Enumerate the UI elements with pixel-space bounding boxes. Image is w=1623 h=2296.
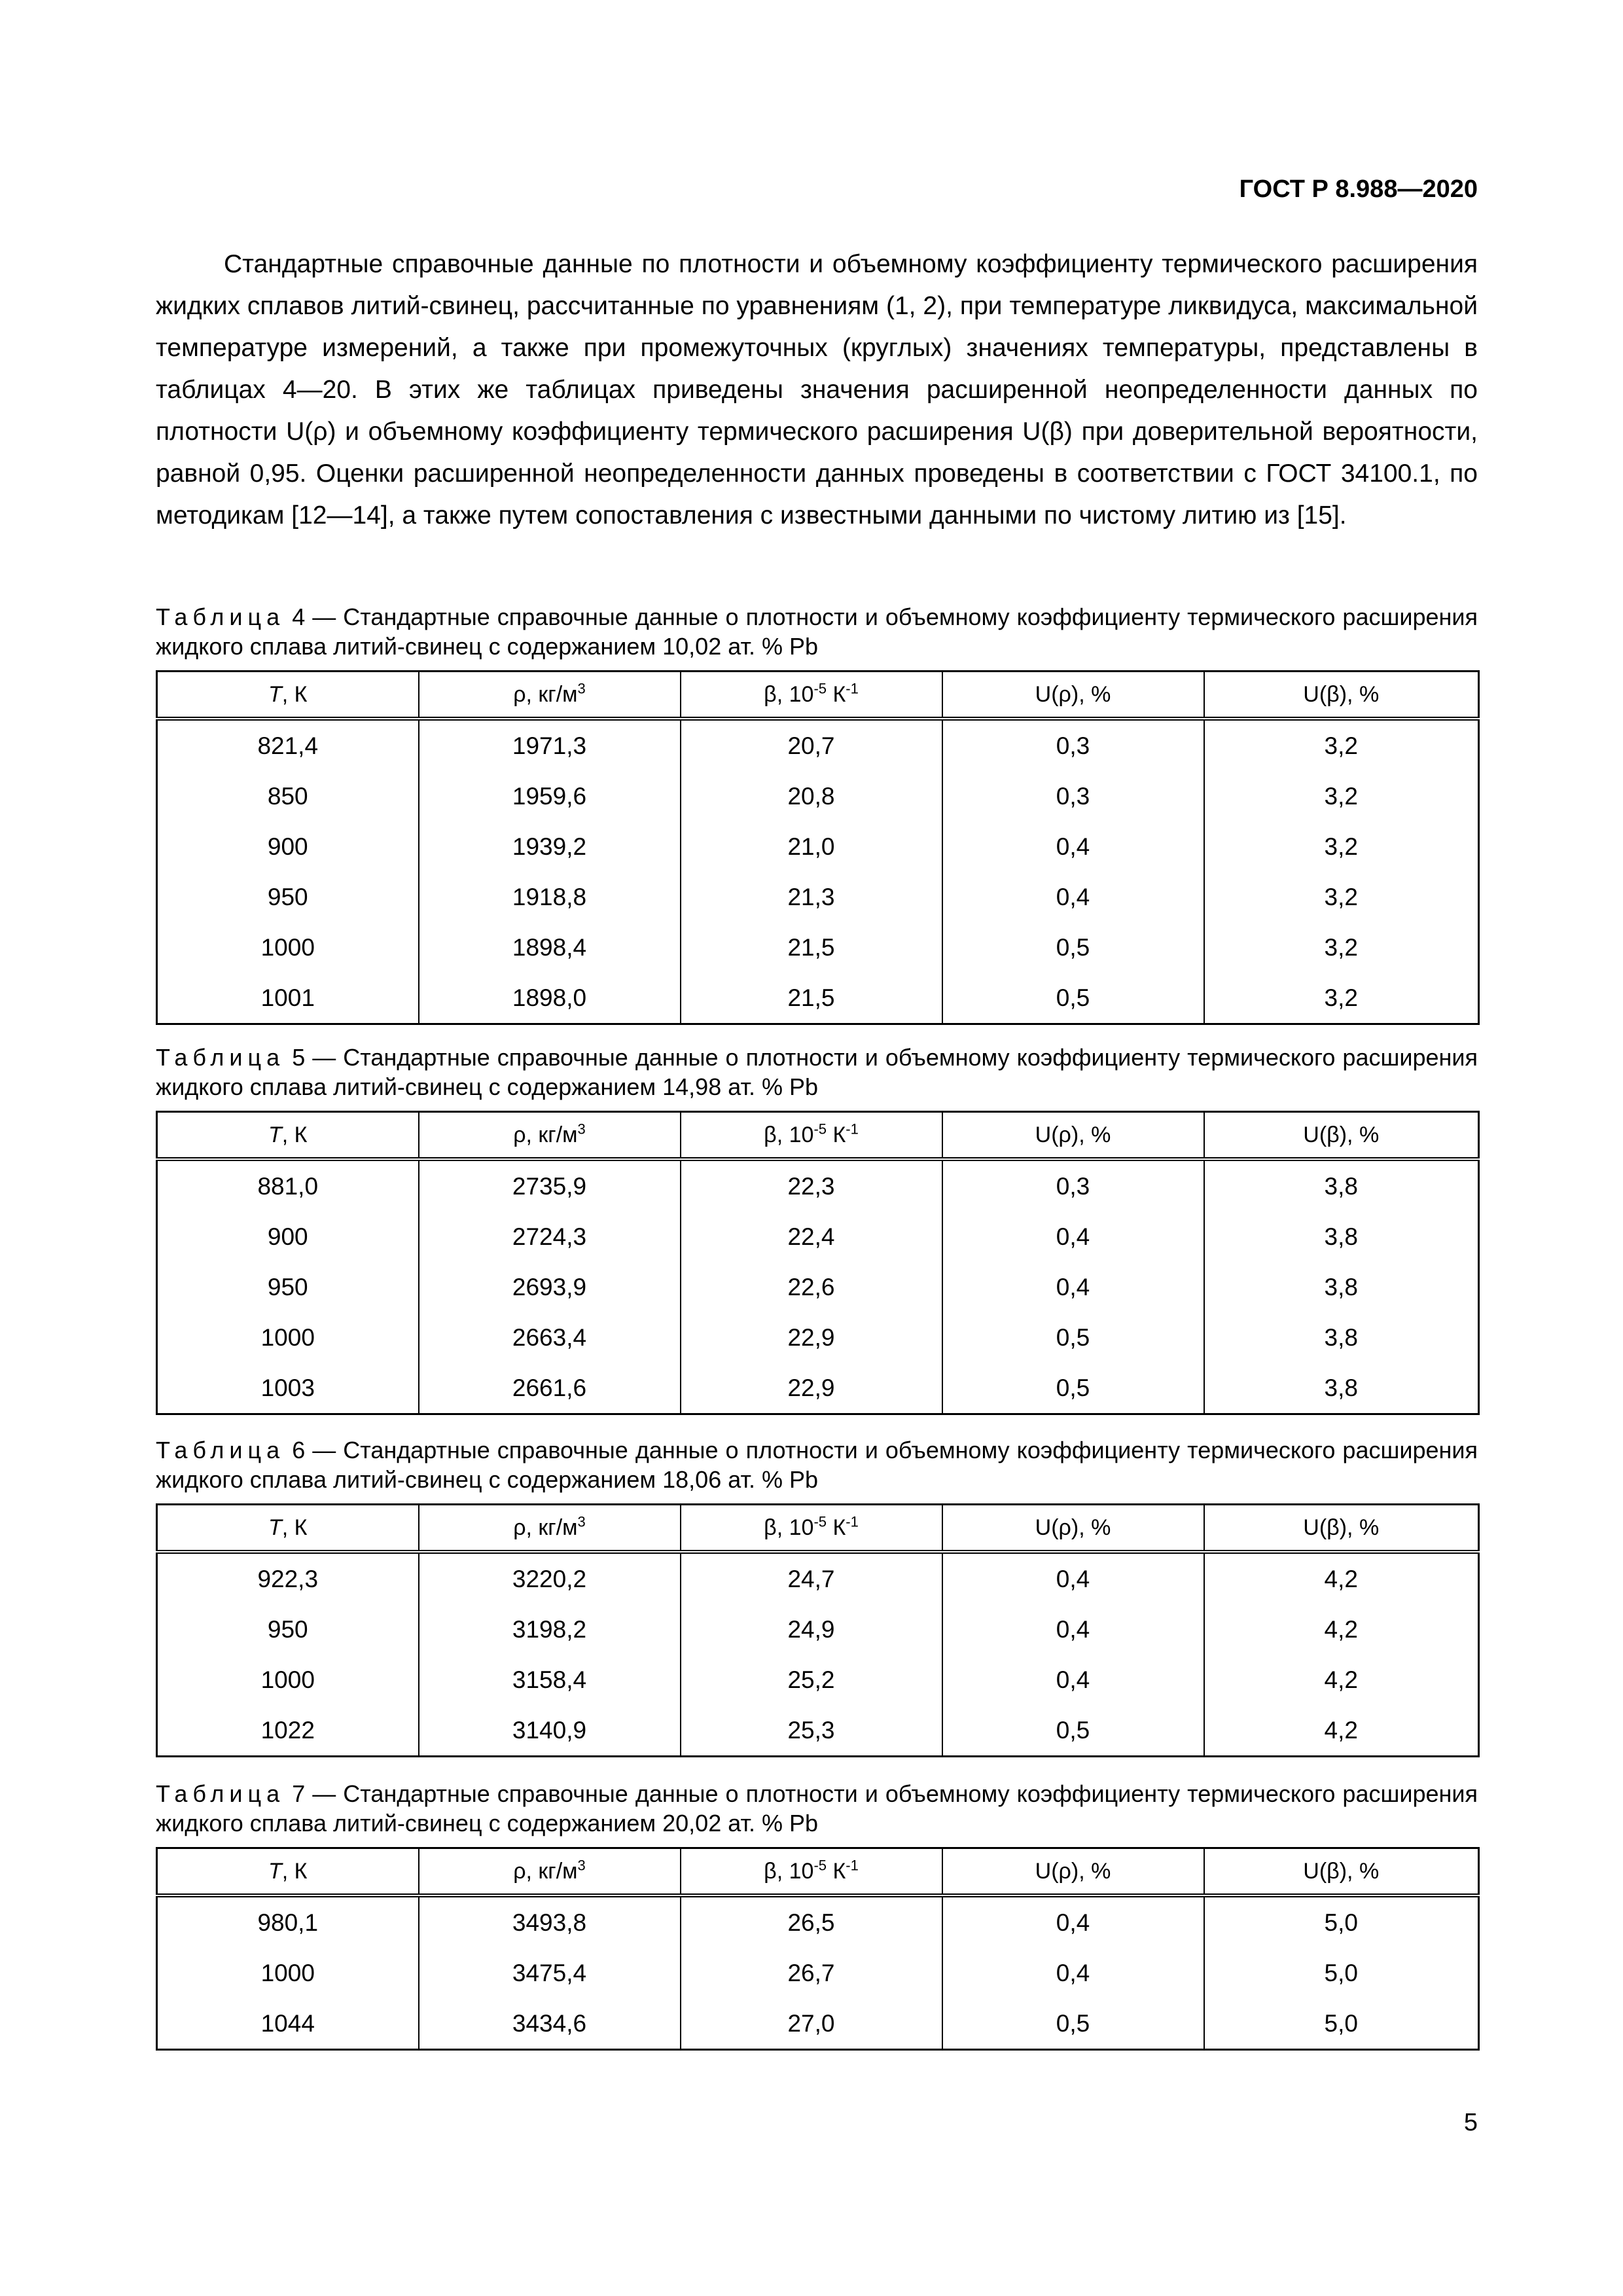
table-cell: 0,4 xyxy=(942,1552,1204,1604)
table-cell: 1971,3 xyxy=(419,719,681,771)
table-row xyxy=(157,872,1479,922)
table-caption xyxy=(156,1435,1478,1494)
table-cell: 950 xyxy=(157,872,419,922)
table-cell: 3,2 xyxy=(1204,771,1479,821)
col-header-t-unit: , К xyxy=(281,1858,308,1884)
table-row xyxy=(157,1363,1479,1414)
table-block-4 xyxy=(156,602,1478,1025)
col-header-temperature xyxy=(157,1505,419,1552)
table-cell: 22,4 xyxy=(681,1211,942,1262)
table-caption-text: 5 — Стандартные справочные данные о плотности и объемному коэффициенту термического расширения жидкого сплава литий-свинец с содержанием 14,98 ат. % Pb xyxy=(156,1044,1478,1100)
col-header-temperature xyxy=(157,1112,419,1160)
table-cell: 922,3 xyxy=(157,1552,419,1604)
col-header-u-rho: U(ρ), % xyxy=(942,1848,1204,1896)
table-cell: 0,3 xyxy=(942,771,1204,821)
table-cell: 1959,6 xyxy=(419,771,681,821)
table-cell: 24,7 xyxy=(681,1552,942,1604)
col-header-density xyxy=(419,1112,681,1160)
col-header-u-rho: U(ρ), % xyxy=(942,1505,1204,1552)
table-cell: 0,5 xyxy=(942,1705,1204,1757)
table-cell: 1898,4 xyxy=(419,922,681,973)
table-cell: 26,5 xyxy=(681,1895,942,1948)
table-cell: 0,4 xyxy=(942,1655,1204,1705)
table-row xyxy=(157,1705,1479,1757)
table-cell: 26,7 xyxy=(681,1948,942,1998)
col-header-beta-label: β, 10 xyxy=(764,1858,814,1884)
table-cell: 24,9 xyxy=(681,1604,942,1655)
col-header-t-symbol: T xyxy=(268,1515,282,1540)
table-cell: 2661,6 xyxy=(419,1363,681,1414)
col-header-beta-sup2: -1 xyxy=(846,1857,859,1874)
table-cell: 3,8 xyxy=(1204,1363,1479,1414)
col-header-rho-label: ρ, кг/м xyxy=(513,1515,578,1540)
col-header-rho-label: ρ, кг/м xyxy=(513,1122,578,1147)
col-header-temperature xyxy=(157,1848,419,1896)
table-row xyxy=(157,1948,1479,1998)
table-cell: 0,4 xyxy=(942,1604,1204,1655)
table-cell: 3140,9 xyxy=(419,1705,681,1757)
table-cell: 3,8 xyxy=(1204,1262,1479,1312)
table-cell: 27,0 xyxy=(681,1998,942,2050)
table-cell: 25,3 xyxy=(681,1705,942,1757)
intro-paragraph: Стандартные справочные данные по плотности и объемному коэффициенту термического расширения жидких сплавов литий-свинец, рассчитанные по уравнениям (1, 2), при температуре ликвидуса, максимальной температуре измерений, а также при промежуточных (круглых) значениях температуры, представлены в таблицах 4—20. В этих же таблицах приведены значения расширенной неопределенности данных по плотности U(ρ) и объемному коэффициенту термического расширения U(β) при доверительной вероятности, равной 0,95. Оценки расширенной неопределенности данных проведены в соответствии с ГОСТ 34100.1, по методикам [12—14], а также путем сопоставления с известными данными по чистому литию из [15]. xyxy=(156,250,1478,529)
table-cell: 850 xyxy=(157,771,419,821)
col-header-beta xyxy=(681,1848,942,1896)
table-cell: 2735,9 xyxy=(419,1159,681,1211)
table-row xyxy=(157,771,1479,821)
table-cell: 21,0 xyxy=(681,821,942,872)
table-caption-text: 6 — Стандартные справочные данные о плотности и объемному коэффициенту термического расширения жидкого сплава литий-свинец с содержанием 18,06 ат. % Pb xyxy=(156,1437,1478,1493)
table-cell: 5,0 xyxy=(1204,1895,1479,1948)
col-header-u-beta: U(β), % xyxy=(1204,1112,1479,1160)
table-row xyxy=(157,1998,1479,2050)
table-cell: 21,5 xyxy=(681,922,942,973)
col-header-rho-label: ρ, кг/м xyxy=(513,1858,578,1884)
table-cell: 5,0 xyxy=(1204,1998,1479,2050)
table-cell: 0,4 xyxy=(942,1262,1204,1312)
data-table xyxy=(156,1847,1480,2051)
table-cell: 20,7 xyxy=(681,719,942,771)
table-cell: 21,5 xyxy=(681,973,942,1024)
table-cell: 3,8 xyxy=(1204,1159,1479,1211)
table-cell: 4,2 xyxy=(1204,1655,1479,1705)
col-header-beta-sup2: -1 xyxy=(846,1121,859,1138)
table-cell: 5,0 xyxy=(1204,1948,1479,1998)
page-number: 5 xyxy=(1463,2109,1478,2136)
table-cell: 3,2 xyxy=(1204,821,1479,872)
table-cell: 0,5 xyxy=(942,973,1204,1024)
table-cell: 0,3 xyxy=(942,719,1204,771)
table-cell: 0,4 xyxy=(942,1895,1204,1948)
table-cell: 3198,2 xyxy=(419,1604,681,1655)
table-cell: 0,4 xyxy=(942,872,1204,922)
col-header-beta xyxy=(681,1112,942,1160)
table-row xyxy=(157,1312,1479,1363)
table-label: Таблица xyxy=(156,603,285,630)
col-header-rho-sup: 3 xyxy=(577,1121,586,1138)
table-cell: 900 xyxy=(157,1211,419,1262)
table-cell: 3,2 xyxy=(1204,973,1479,1024)
col-header-temperature xyxy=(157,672,419,719)
table-cell: 1044 xyxy=(157,1998,419,2050)
table-cell: 0,4 xyxy=(942,821,1204,872)
col-header-density xyxy=(419,672,681,719)
col-header-beta-mid: К xyxy=(827,1122,846,1147)
col-header-beta-sup1: -5 xyxy=(813,680,827,697)
col-header-rho-label: ρ, кг/м xyxy=(513,681,578,707)
table-cell: 3,2 xyxy=(1204,719,1479,771)
data-table xyxy=(156,1503,1480,1757)
table-cell: 821,4 xyxy=(157,719,419,771)
table-cell: 22,9 xyxy=(681,1363,942,1414)
col-header-t-symbol: T xyxy=(268,1858,282,1884)
col-header-beta-sup2: -1 xyxy=(846,680,859,697)
col-header-t-unit: , К xyxy=(281,1515,308,1540)
table-caption xyxy=(156,1043,1478,1102)
col-header-beta xyxy=(681,1505,942,1552)
table-cell: 4,2 xyxy=(1204,1552,1479,1604)
table-row xyxy=(157,1159,1479,1211)
table-row xyxy=(157,1211,1479,1262)
col-header-u-rho: U(ρ), % xyxy=(942,1112,1204,1160)
table-cell: 1918,8 xyxy=(419,872,681,922)
table-cell: 0,4 xyxy=(942,1211,1204,1262)
table-cell: 900 xyxy=(157,821,419,872)
table-cell: 881,0 xyxy=(157,1159,419,1211)
table-cell: 1000 xyxy=(157,1655,419,1705)
col-header-beta-label: β, 10 xyxy=(764,1122,814,1147)
col-header-beta-sup1: -5 xyxy=(813,1857,827,1874)
col-header-u-rho: U(ρ), % xyxy=(942,672,1204,719)
table-row xyxy=(157,719,1479,771)
col-header-beta-mid: К xyxy=(827,1858,846,1884)
table-cell: 3475,4 xyxy=(419,1948,681,1998)
table-cell: 0,5 xyxy=(942,1312,1204,1363)
table-cell: 950 xyxy=(157,1262,419,1312)
table-cell: 1000 xyxy=(157,1948,419,1998)
table-cell: 1898,0 xyxy=(419,973,681,1024)
table-block-6 xyxy=(156,1435,1478,1757)
table-row xyxy=(157,922,1479,973)
table-label: Таблица xyxy=(156,1780,285,1807)
table-cell: 0,5 xyxy=(942,1363,1204,1414)
col-header-beta-sup1: -5 xyxy=(813,1513,827,1530)
table-cell: 2724,3 xyxy=(419,1211,681,1262)
col-header-t-unit: , К xyxy=(281,681,308,707)
table-caption-text: 4 — Стандартные справочные данные о плотности и объемному коэффициенту термического расширения жидкого сплава литий-свинец с содержанием 10,02 ат. % Pb xyxy=(156,603,1478,660)
table-cell: 0,3 xyxy=(942,1159,1204,1211)
table-block-5 xyxy=(156,1043,1478,1415)
col-header-t-unit: , К xyxy=(281,1122,308,1147)
table-caption-text: 7 — Стандартные справочные данные о плотности и объемному коэффициенту термического расширения жидкого сплава литий-свинец с содержанием 20,02 ат. % Pb xyxy=(156,1780,1478,1837)
table-cell: 25,2 xyxy=(681,1655,942,1705)
table-cell: 0,5 xyxy=(942,1998,1204,2050)
table-cell: 980,1 xyxy=(157,1895,419,1948)
col-header-rho-sup: 3 xyxy=(577,1513,586,1530)
col-header-t-symbol: T xyxy=(268,1122,282,1147)
table-row xyxy=(157,821,1479,872)
table-cell: 3,2 xyxy=(1204,872,1479,922)
table-cell: 2693,9 xyxy=(419,1262,681,1312)
table-cell: 22,6 xyxy=(681,1262,942,1312)
col-header-u-beta: U(β), % xyxy=(1204,672,1479,719)
col-header-beta-label: β, 10 xyxy=(764,681,814,707)
col-header-rho-sup: 3 xyxy=(577,680,586,697)
table-row xyxy=(157,1655,1479,1705)
table-cell: 1939,2 xyxy=(419,821,681,872)
table-cell: 22,9 xyxy=(681,1312,942,1363)
table-caption xyxy=(156,602,1478,661)
col-header-u-beta: U(β), % xyxy=(1204,1505,1479,1552)
col-header-beta-sup1: -5 xyxy=(813,1121,827,1138)
table-row xyxy=(157,973,1479,1024)
table-block-7 xyxy=(156,1779,1478,2051)
table-cell: 4,2 xyxy=(1204,1604,1479,1655)
table-cell: 3493,8 xyxy=(419,1895,681,1948)
col-header-beta-mid: К xyxy=(827,1515,846,1540)
table-row xyxy=(157,1262,1479,1312)
document-code: ГОСТ Р 8.988—2020 xyxy=(1239,175,1478,203)
table-cell: 0,5 xyxy=(942,922,1204,973)
col-header-beta-mid: К xyxy=(827,681,846,707)
table-cell: 3220,2 xyxy=(419,1552,681,1604)
table-row xyxy=(157,1604,1479,1655)
col-header-rho-sup: 3 xyxy=(577,1857,586,1874)
table-cell: 20,8 xyxy=(681,771,942,821)
table-row xyxy=(157,1895,1479,1948)
data-table xyxy=(156,670,1480,1025)
col-header-t-symbol: T xyxy=(268,681,282,707)
table-cell: 1000 xyxy=(157,1312,419,1363)
data-table xyxy=(156,1111,1480,1415)
col-header-beta-label: β, 10 xyxy=(764,1515,814,1540)
table-cell: 1000 xyxy=(157,922,419,973)
table-cell: 950 xyxy=(157,1604,419,1655)
table-cell: 1001 xyxy=(157,973,419,1024)
table-cell: 3,8 xyxy=(1204,1211,1479,1262)
table-cell: 3,8 xyxy=(1204,1312,1479,1363)
table-cell: 4,2 xyxy=(1204,1705,1479,1757)
table-cell: 3434,6 xyxy=(419,1998,681,2050)
table-caption xyxy=(156,1779,1478,1838)
table-row xyxy=(157,1552,1479,1604)
col-header-density xyxy=(419,1848,681,1896)
table-cell: 3158,4 xyxy=(419,1655,681,1705)
table-cell: 22,3 xyxy=(681,1159,942,1211)
table-cell: 0,4 xyxy=(942,1948,1204,1998)
table-label: Таблица xyxy=(156,1437,285,1463)
col-header-beta xyxy=(681,672,942,719)
table-cell: 1003 xyxy=(157,1363,419,1414)
table-cell: 21,3 xyxy=(681,872,942,922)
col-header-u-beta: U(β), % xyxy=(1204,1848,1479,1896)
col-header-beta-sup2: -1 xyxy=(846,1513,859,1530)
table-label: Таблица xyxy=(156,1044,285,1071)
table-cell: 3,2 xyxy=(1204,922,1479,973)
col-header-density xyxy=(419,1505,681,1552)
table-cell: 2663,4 xyxy=(419,1312,681,1363)
table-cell: 1022 xyxy=(157,1705,419,1757)
